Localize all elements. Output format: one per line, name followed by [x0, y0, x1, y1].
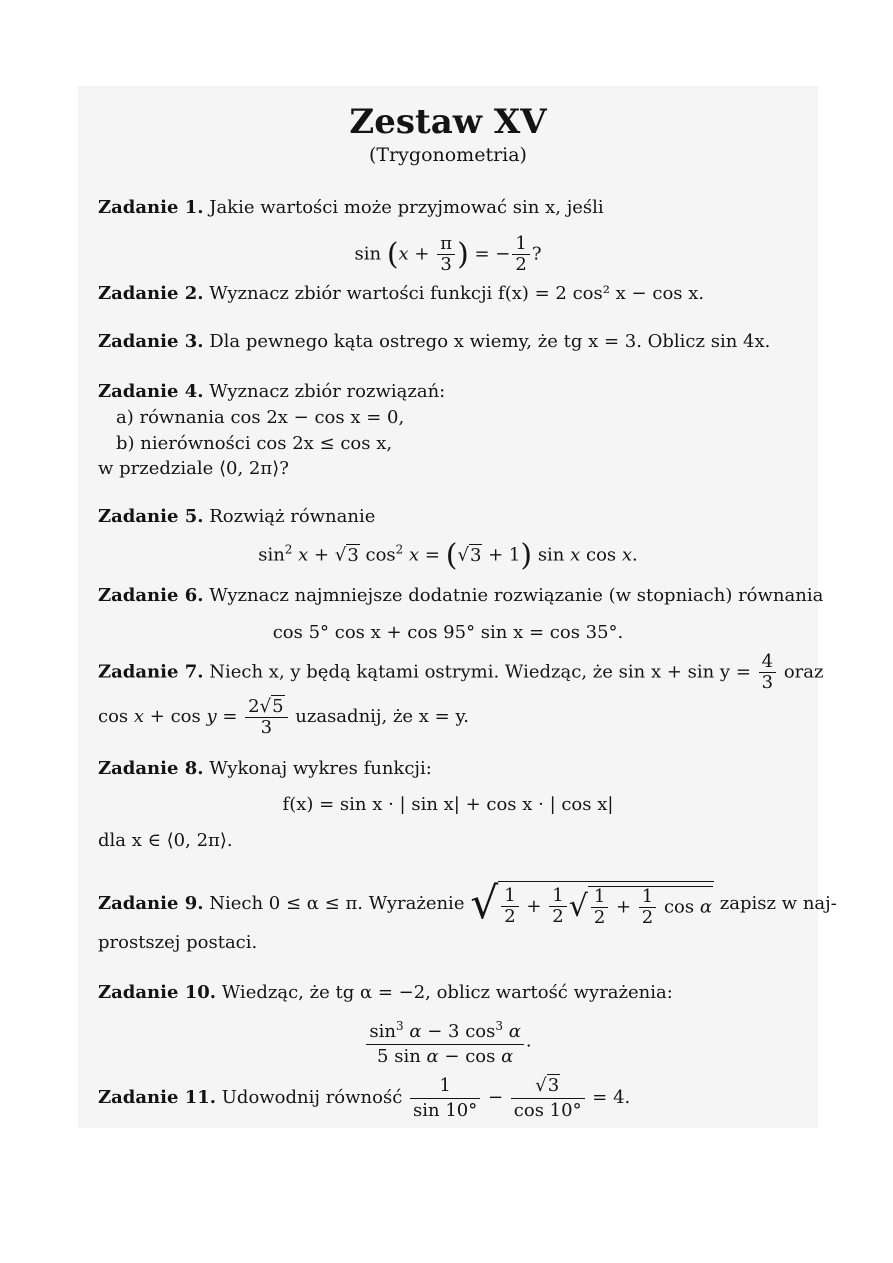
task-9-label: Zadanie 9.: [98, 893, 204, 914]
task-5: [98, 506, 375, 528]
task-9: Zadanie 9. Niech 0 ≤ α ≤ π. Wyrażenie √ $\frac{1}{2}$ + $\frac{1}{2}$ √ $\frac{1}{2}$ + $\frac{1}{2}$ cos α zapisz w naj-: [98, 878, 837, 929]
task-4-part-a: a) równania cos 2x − cos x = 0,: [116, 407, 405, 428]
task-6-equation: cos 5° cos x + cos 95° sin x = cos 35°.: [272, 622, 624, 643]
task-11: Zadanie 11. Udowodnij równość $\frac{1}{\sin 10^\circ}$ − $\frac{√3}{\cos 10^\circ}$ = 4.: [98, 1074, 631, 1121]
task-7-tail: uzasadnij, że x = y.: [295, 706, 469, 727]
task-10-label: Zadanie 10.: [98, 982, 217, 1003]
task-1-label: Zadanie 1.: [98, 197, 204, 218]
page-title: Zestaw XV: [349, 102, 547, 142]
task-7-line-2: cos x + cos y = $\frac{2√5}{3}$ uzasadnij, że x = y.: [98, 695, 469, 738]
task-4-label: Zadanie 4.: [98, 381, 204, 402]
task-10: [98, 982, 673, 1004]
task-1-equation: sin (x + $\frac{\pi}{3}$ ) = − $\frac{1}{2}$ ?: [354, 233, 542, 275]
task-9-text: Niech 0 ≤ α ≤ π. Wyrażenie: [209, 893, 465, 914]
task-11-label: Zadanie 11.: [98, 1087, 217, 1108]
task-2-label: Zadanie 2.: [98, 283, 204, 304]
task-10-text: Wiedząc, że tg α = −2, oblicz wartość wyrażenia:: [221, 982, 673, 1003]
task-3: [98, 331, 770, 353]
task-7-text: Niech x, y będą kątami ostrymi. Wiedząc, że sin x + sin y =: [209, 661, 751, 683]
task-3-text: Dla pewnego kąta ostrego x wiemy, że tg x = 3. Oblicz sin 4x.: [209, 331, 771, 352]
task-8-equation: f(x) = sin x · | sin x| + cos x · | cos x|: [282, 794, 614, 815]
task-11-text: Udowodnij równość: [221, 1087, 403, 1108]
task-1-text: Jakie wartości może przyjmować sin x, jeśli: [209, 197, 604, 218]
task-7-label: Zadanie 7.: [98, 661, 204, 683]
task-7: Zadanie 7. Niech x, y będą kątami ostrymi. Wiedząc, że sin x + sin y = $\frac{4}{3}$ oraz: [98, 651, 824, 693]
page-subtitle: (Trygonometria): [369, 144, 527, 166]
task-6-text: Wyznacz najmniejsze dodatnie rozwiązanie (w stopniach) równania: [209, 585, 824, 606]
task-2-text: Wyznacz zbiór wartości funkcji f(x) = 2 cos² x − cos x.: [209, 283, 705, 304]
task-9-mid: zapisz w naj-: [719, 893, 837, 914]
task-8-text: Wykonaj wykres funkcji:: [209, 758, 432, 779]
task-4-text: Wyznacz zbiór rozwiązań:: [209, 381, 446, 402]
task-7-oraz: oraz: [783, 661, 824, 683]
task-6-label: Zadanie 6.: [98, 585, 204, 606]
task-9-tail: prostszej postaci.: [98, 932, 258, 953]
task-8-tail: dla x ∈ ⟨0, 2π⟩.: [98, 830, 233, 851]
task-2: [98, 283, 704, 305]
task-5-label: Zadanie 5.: [98, 506, 204, 527]
task-1: [98, 197, 604, 219]
task-4: [98, 381, 445, 403]
task-5-equation: $\sin^2 x + √3$ $\cos^2 x = (√3 + 1)$ sin x cos x.: [258, 538, 638, 573]
task-4-part-b: b) nierówności cos 2x ≤ cos x,: [116, 433, 393, 454]
task-4-tail: w przedziale ⟨0, 2π⟩?: [98, 458, 289, 479]
task-6: [98, 585, 823, 607]
task-3-label: Zadanie 3.: [98, 331, 204, 352]
task-10-expression: $\frac{\sin^3 \alpha - 3 \cos^3 \alpha}{\text{5 sin α − cos α}}$ .: [78, 1014, 818, 1069]
task-8-label: Zadanie 8.: [98, 758, 204, 779]
task-8: [98, 758, 432, 780]
task-5-text: Rozwiąż równanie: [209, 506, 376, 527]
